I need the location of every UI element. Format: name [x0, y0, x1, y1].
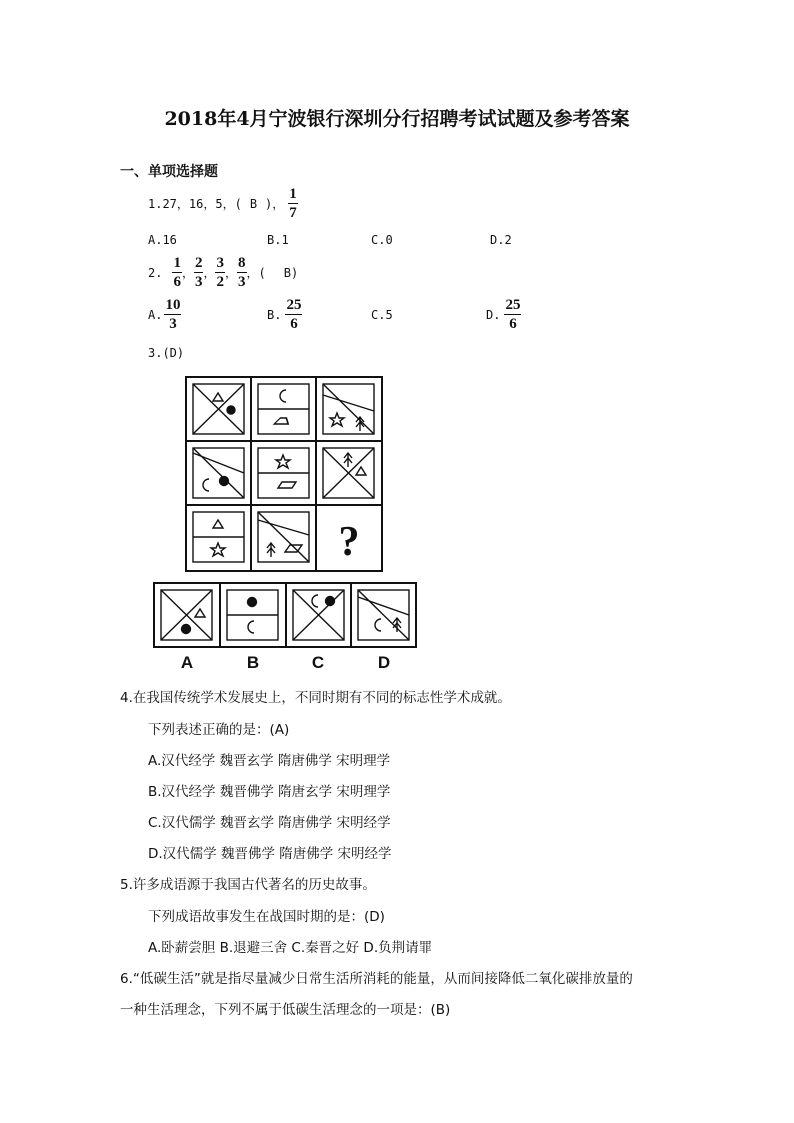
- q2-opt-d-num: 25: [505, 297, 521, 313]
- q2-option-b: [267, 296, 302, 333]
- choice-d-label: D: [377, 653, 391, 672]
- q5-options: A.卧薪尝胆 B.退避三舍 C.秦晋之好 D.负荆请罪: [148, 940, 433, 956]
- q1-stem-row: [148, 185, 298, 222]
- choices-frame: [154, 583, 416, 647]
- q4-option-b: B.汉代经学 魏晋佛学 隋唐玄学 宋明理学: [148, 784, 391, 800]
- q2-frac2-den: 3: [194, 274, 203, 290]
- q2-option-d-fraction: [504, 296, 521, 333]
- cell-1-2: [258, 384, 309, 434]
- question-mark: ?: [338, 519, 360, 565]
- q2-option-a-fraction: [164, 296, 181, 333]
- q2-option-b-label: B.: [267, 307, 282, 322]
- q2-prefix: 2.: [148, 265, 163, 280]
- q2-option-b-fraction: [285, 296, 302, 333]
- q6-line-2: 一种生活理念，下列不属于低碳生活理念的一项是：(B): [120, 1002, 451, 1018]
- q1-option-a: A.16: [148, 233, 177, 247]
- q2-opt-d-den: 6: [509, 316, 517, 332]
- q2-stem-row: [148, 254, 298, 291]
- choice-c-figure: [293, 590, 344, 640]
- page-title: 2018年4月宁波银行深圳分行招聘考试试题及参考答案: [164, 108, 630, 130]
- q2-option-c: C.5: [371, 308, 393, 322]
- q1-option-d: D.2: [490, 233, 512, 247]
- section-heading: 一、单项选择题: [120, 164, 218, 180]
- q2-opt-b-den: 6: [290, 316, 298, 332]
- q2-option-d: [486, 296, 521, 333]
- q2-sep: ，: [181, 266, 194, 280]
- choice-d-figure: [358, 590, 409, 640]
- q4-sub: 下列表述正确的是：(A): [148, 722, 290, 738]
- q2-fraction-4: [237, 254, 247, 291]
- q1-option-c: C.0: [371, 233, 393, 247]
- q1-frac-num: 1: [289, 186, 297, 202]
- q2-option-d-label: D.: [486, 307, 501, 322]
- q2-opt-b-num: 25: [286, 297, 302, 313]
- q1-option-b: B.1: [267, 233, 289, 247]
- q2-fraction-3: [215, 254, 225, 291]
- q1-close: )，: [265, 197, 285, 211]
- q4-option-a: A.汉代经学 魏晋玄学 隋唐佛学 宋明理学: [148, 753, 391, 769]
- q1-fraction: [288, 185, 298, 222]
- q2-frac1-den: 6: [173, 274, 181, 290]
- q2-frac2-num: 2: [194, 255, 203, 271]
- q2-answer: B): [283, 265, 299, 280]
- q2-option-a-label: A.: [148, 307, 163, 322]
- cell-2-2: [258, 448, 309, 498]
- q3-figure: [152, 375, 422, 679]
- q2-frac3-den: 2: [216, 274, 224, 290]
- q2-sep: ，: [224, 266, 237, 280]
- q2-fraction-1: [172, 254, 182, 291]
- q3-stem: 3.(D): [148, 346, 185, 360]
- q2-frac1-num: 1: [173, 255, 181, 271]
- q4-option-c: C.汉代儒学 魏晋玄学 隋唐佛学 宋明经学: [148, 815, 391, 831]
- q5-sub: 下列成语故事发生在战国时期的是：(D): [148, 909, 385, 925]
- q4-stem: 4.在我国传统学术发展史上，不同时期有不同的标志性学术成就。: [120, 690, 511, 706]
- q2-open: ，(: [246, 266, 266, 280]
- q2-frac3-num: 3: [216, 255, 224, 271]
- q1-answer: B: [249, 196, 258, 211]
- q2-opt-a-num: 10: [165, 297, 181, 313]
- cell-2-1: [193, 448, 244, 498]
- choice-c-label: C: [311, 653, 325, 672]
- q2-frac4-num: 8: [238, 255, 246, 271]
- q2-sep: ，: [203, 266, 216, 280]
- q6-line-1: 6.“低碳生活”就是指尽量减少日常生活所消耗的能量，从而间接降低二氧化碳排放量的: [120, 971, 633, 987]
- choice-b-label: B: [246, 653, 260, 672]
- q4-option-d: D.汉代儒学 魏晋佛学 隋唐佛学 宋明经学: [148, 846, 392, 862]
- q2-opt-a-den: 3: [169, 316, 177, 332]
- q5-stem: 5.许多成语源于我国古代著名的历史故事。: [120, 877, 376, 893]
- choice-a-label: A: [180, 653, 194, 672]
- cell-3-1: [193, 512, 244, 562]
- choice-b-figure: [227, 590, 278, 640]
- q1-frac-den: 7: [289, 205, 297, 221]
- q2-option-a: [148, 296, 181, 333]
- cell-2-3: [323, 448, 374, 498]
- cell-3-2: [258, 512, 309, 562]
- q1-stem: 1.27，16，5，(: [148, 197, 242, 211]
- cell-1-3: [323, 384, 374, 434]
- choice-a-figure: [161, 590, 212, 640]
- q2-fraction-2: [194, 254, 204, 291]
- cell-1-1: [193, 384, 244, 434]
- q2-frac4-den: 3: [238, 274, 246, 290]
